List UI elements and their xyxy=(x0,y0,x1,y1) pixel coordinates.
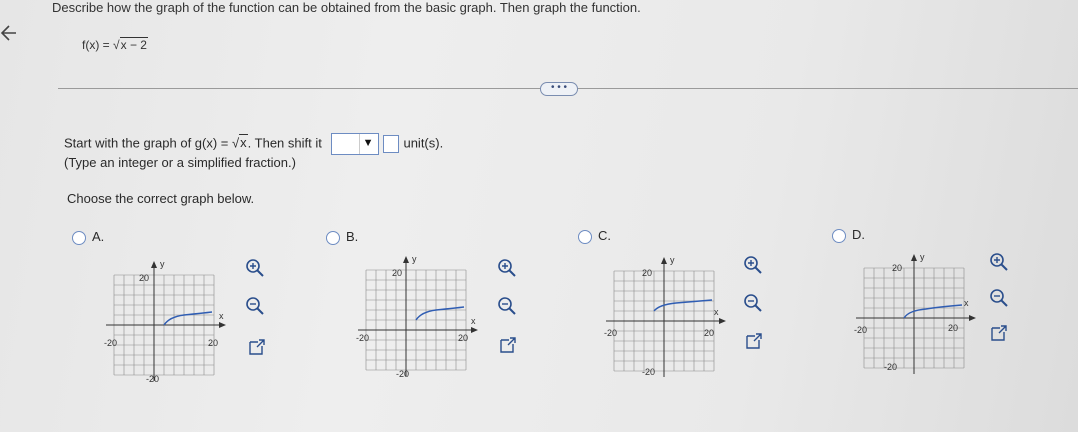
option-d-radio[interactable]: D. xyxy=(832,227,865,243)
svg-text:20: 20 xyxy=(642,268,653,278)
hint-text: (Type an integer or a simplified fraction.) xyxy=(64,155,296,170)
function-expression: f(x) = √x − 2 xyxy=(82,38,147,52)
axis-y-label: y xyxy=(160,259,165,269)
option-a-radio[interactable]: A. xyxy=(72,229,104,245)
open-new-window-icon[interactable] xyxy=(246,336,268,358)
step-line: Start with the graph of g(x) = √x. Then shift it ▼ unit(s). xyxy=(64,133,443,155)
open-new-window-icon[interactable] xyxy=(497,334,519,356)
option-b-radio[interactable]: B. xyxy=(326,229,358,245)
zoom-in-icon[interactable] xyxy=(742,254,764,276)
tick-xleft: -20 xyxy=(104,338,118,348)
svg-text:-20: -20 xyxy=(604,328,618,338)
choose-prompt: Choose the correct graph below. xyxy=(67,191,255,206)
arrow-left-icon[interactable] xyxy=(0,22,22,44)
zoom-in-icon[interactable] xyxy=(244,257,266,279)
question-text: Describe how the graph of the function can be obtained from the basic graph. Then graph the function. xyxy=(52,0,641,15)
zoom-out-icon[interactable] xyxy=(496,295,518,317)
open-new-window-icon[interactable] xyxy=(988,322,1010,344)
svg-text:20: 20 xyxy=(892,263,903,273)
svg-text:-20: -20 xyxy=(854,325,868,335)
sqrt-symbol: √ xyxy=(113,38,120,52)
svg-text:-20: -20 xyxy=(884,362,898,372)
shift-amount-input[interactable] xyxy=(383,135,399,153)
svg-text:y: y xyxy=(920,252,925,262)
svg-text:20: 20 xyxy=(948,323,959,333)
graph-option-c xyxy=(602,251,734,383)
graph-option-d xyxy=(852,248,984,380)
tick-xright: 20 xyxy=(208,338,219,348)
zoom-in-icon[interactable] xyxy=(496,257,518,279)
svg-text:20: 20 xyxy=(392,268,403,278)
svg-text:x: x xyxy=(964,298,969,308)
tick-ytop: 20 xyxy=(139,273,150,283)
axis-x-label: x xyxy=(219,311,224,321)
zoom-in-icon[interactable] xyxy=(988,251,1010,273)
svg-text:x: x xyxy=(714,307,719,317)
svg-text:x: x xyxy=(471,316,476,326)
more-button[interactable]: • • • xyxy=(540,82,578,96)
graph-option-a xyxy=(102,255,234,387)
direction-dropdown[interactable] xyxy=(331,133,379,155)
svg-text:-20: -20 xyxy=(356,333,370,343)
svg-text:y: y xyxy=(670,255,675,265)
dropdown-arrow-icon: ▼ xyxy=(362,137,374,149)
svg-text:y: y xyxy=(412,254,417,264)
zoom-out-icon[interactable] xyxy=(742,292,764,314)
function-radicand: x − 2 xyxy=(120,38,147,52)
svg-text:-20: -20 xyxy=(396,369,410,379)
graph-option-b xyxy=(354,250,486,382)
svg-text:20: 20 xyxy=(458,333,469,343)
tick-ybottom: -20 xyxy=(146,374,160,384)
svg-text:20: 20 xyxy=(704,328,715,338)
open-new-window-icon[interactable] xyxy=(743,330,765,352)
svg-text:-20: -20 xyxy=(642,367,656,377)
option-c-radio[interactable]: C. xyxy=(578,228,611,244)
zoom-out-icon[interactable] xyxy=(244,295,266,317)
zoom-out-icon[interactable] xyxy=(988,287,1010,309)
